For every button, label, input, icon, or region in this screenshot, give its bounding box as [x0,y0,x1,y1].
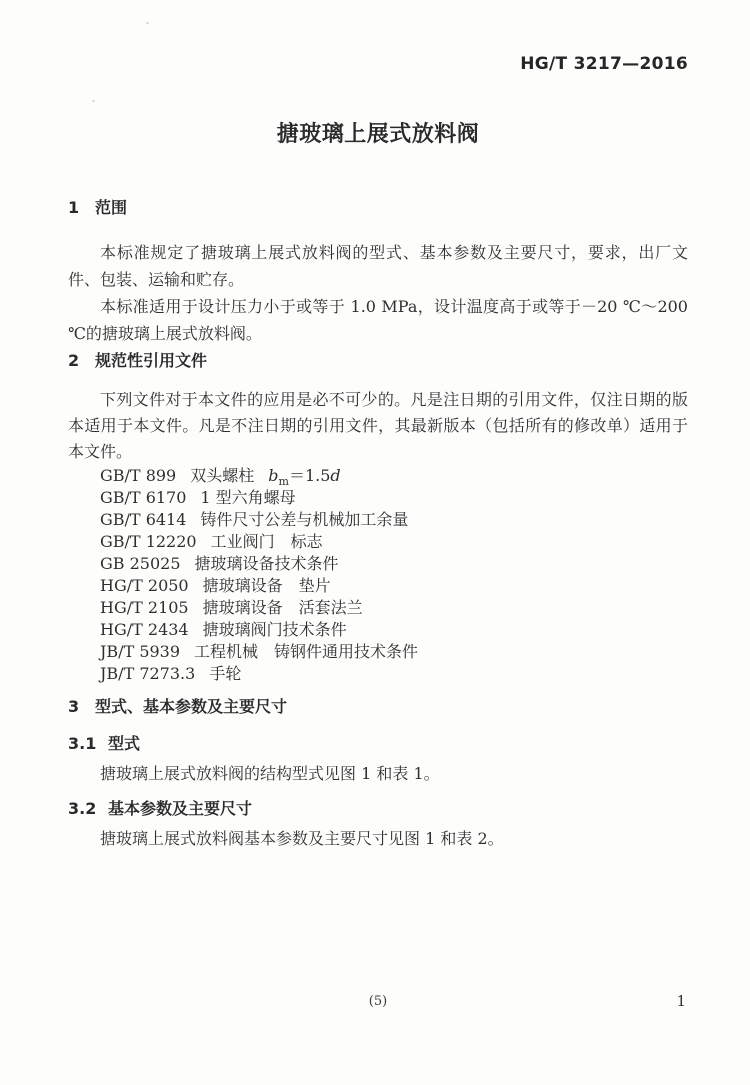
reference-item [68,663,688,685]
references-intro: 下列文件对于本文件的应用是必不可少的。凡是注日期的引用文件，仅注日期的版本适用于本文件。凡是不注日期的引用文件，其最新版本（包括所有的修改单）适用于本文件。 [68,390,688,461]
reference-title: 工业阀门 标志 [210,532,323,551]
reference-title: 搪玻璃设备 活套法兰 [202,598,363,617]
reference-title: 搪玻璃阀门技术条件 [202,620,347,639]
scan-speck [92,100,95,102]
reference-title: 搪玻璃设备 垫片 [202,576,331,595]
reference-code: HG/T 2434 [100,620,189,639]
reference-title: 搪玻璃设备技术条件 [194,554,339,573]
footer [68,992,688,1012]
page-number: 1 [676,992,686,1010]
section-3-1-title: 型式 [108,734,141,753]
reference-code: GB/T 12220 [100,532,197,551]
reference-item [68,597,688,619]
section-2-number: 2 [68,351,80,370]
section-1-title: 范围 [95,198,128,217]
reference-item [68,509,688,531]
reference-item [68,619,688,641]
section-3-1-paragraph: 搪玻璃上展式放料阀的结构型式见图 1 和表 1。 [100,764,440,783]
section-3-2-number: 3.2 [68,799,97,818]
reference-code: GB/T 6170 [100,488,187,507]
section-3-2-title: 基本参数及主要尺寸 [108,799,253,818]
reference-item [68,487,688,509]
reference-code: GB 25025 [100,554,181,573]
page-header [68,0,688,75]
reference-code: GB/T 6414 [100,510,187,529]
reference-code: GB/T 899 [100,466,177,485]
footer-center-mark: (5) [368,994,388,1009]
section-3-1-number: 3.1 [68,734,97,753]
reference-item [68,641,688,663]
reference-title: 双头螺柱 [190,466,255,485]
reference-title: 铸件尺寸公差与机械加工余量 [200,510,409,529]
section-2-title: 规范性引用文件 [95,351,208,370]
standard-number: HG/T 3217—2016 [520,54,688,74]
scan-speck [146,22,149,24]
section-3-number: 3 [68,697,80,716]
reference-formula [268,466,341,489]
section-1-number: 1 [68,198,80,217]
section-1-heading [68,198,688,218]
scope-paragraph-1: 本标准规定了搪玻璃上展式放料阀的型式、基本参数及主要尺寸，要求，出厂文件、包装、运输和贮存。 [68,243,688,289]
reference-code: JB/T 7273.3 [100,664,196,683]
reference-title: 工程机械 铸钢件通用技术条件 [194,642,419,661]
reference-code: JB/T 5939 [100,642,181,661]
section-3-heading [68,697,688,717]
reference-item [68,465,688,487]
section-3-1-heading [68,734,688,754]
scope-paragraph-2: 本标准适用于设计压力小于或等于 1.0 MPa，设计温度高于或等于－20 ℃～200 ℃的搪玻璃上展式放料阀。 [68,297,688,343]
reference-item [68,531,688,553]
section-2-heading [68,351,688,371]
formula-var-d: d [330,466,341,485]
reference-code: HG/T 2105 [100,598,189,617]
references-list [68,465,688,685]
reference-title: 手轮 [209,664,242,683]
formula-subscript-m: m [278,475,289,489]
formula-equals: ＝1.5 [288,466,331,485]
reference-item [68,553,688,575]
formula-var-b: b [268,466,279,485]
document-title: 搪玻璃上展式放料阀 [276,122,480,147]
reference-code: HG/T 2050 [100,576,189,595]
section-3-title: 型式、基本参数及主要尺寸 [95,697,288,716]
reference-item [68,575,688,597]
section-3-2-heading [68,799,688,819]
reference-title: 1 型六角螺母 [200,488,296,507]
section-3-2-paragraph: 搪玻璃上展式放料阀基本参数及主要尺寸见图 1 和表 2。 [100,829,504,848]
